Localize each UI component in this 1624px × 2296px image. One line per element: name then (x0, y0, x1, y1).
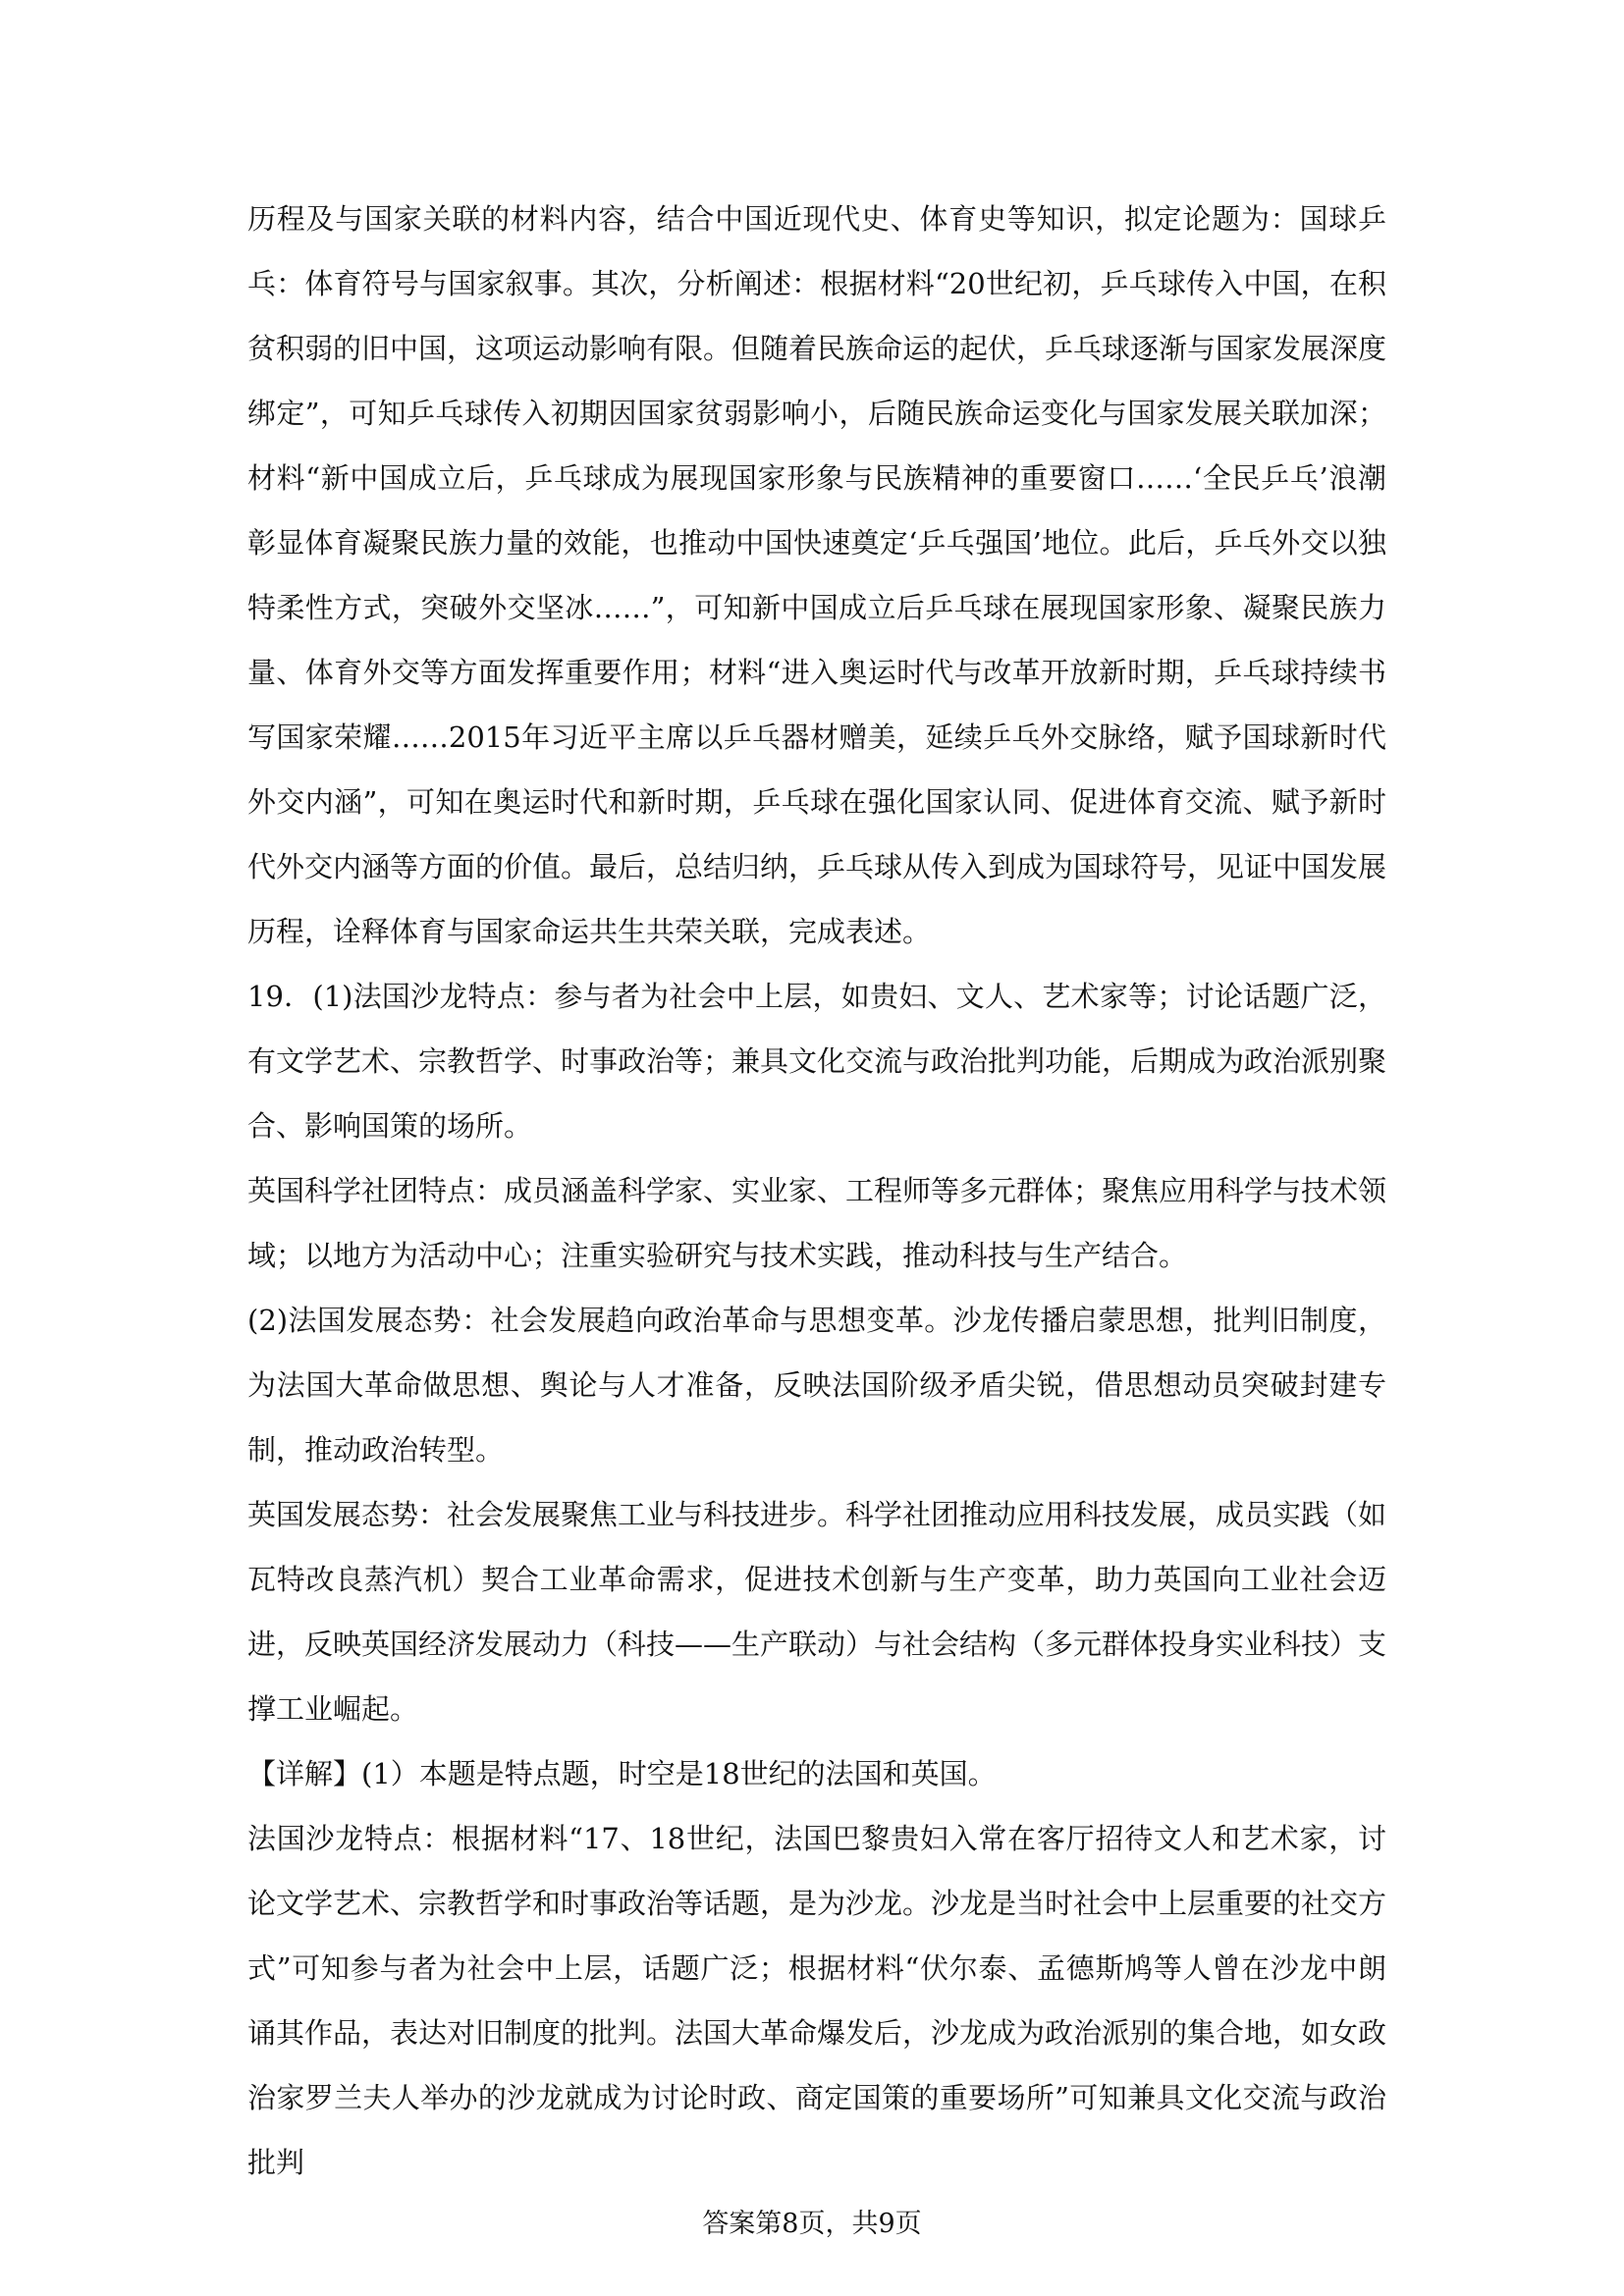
paragraph-q19-part2-france: (2)法国发展态势：社会发展趋向政治革命与思想变革。沙龙传播启蒙思想，批判旧制度，为法国大革命做思想、舆论与人才准备，反映法国阶级矛盾尖锐，借思想动员突破封建专制，推动政治转型。 (247, 1304, 1386, 1467)
page-footer: 答案第8页，共9页 (702, 2209, 922, 2239)
answer-body (247, 187, 1386, 2195)
paragraph-q19-part2-britain: 英国发展态势：社会发展聚焦工业与科技进步。科学社团推动应用科技发展，成员实践（如瓦特改良蒸汽机）契合工业革命需求，促进技术创新与生产变革，助力英国向工业社会迈进，反映英国经济发展动力（科技——生产联动）与社会结构（多元群体投身实业科技）支撑工业崛起。 (247, 1498, 1387, 1726)
paragraph-q19-part1-britain: 英国科学社团特点：成员涵盖科学家、实业家、工程师等多元群体；聚焦应用科学与技术领域；以地方为活动中心；注重实验研究与技术实践，推动科技与生产结合。 (247, 1174, 1387, 1272)
paragraph-q19-part1-france: 19．(1)法国沙龙特点：参与者为社会中上层，如贵妇、文人、艺术家等；讨论话题广泛，有文学艺术、宗教哲学、时事政治等；兼具文化交流与政治批判功能，后期成为政治派别聚合、影响国策的场所。 (247, 980, 1387, 1143)
paragraph-detail-france-salon: 法国沙龙特点：根据材料“17、18世纪，法国巴黎贵妇入常在客厅招待文人和艺术家，讨论文学艺术、宗教哲学和时事政治等话题，是为沙龙。沙龙是当时社会中上层重要的社交方式”可知参与者为社会中上层，话题广泛；根据材料“伏尔泰、孟德斯鸠等人曾在沙龙中朗诵其作品，表达对旧制度的批判。法国大革命爆发后，沙龙成为政治派别的集合地，如女政治家罗兰夫人举办的沙龙就成为讨论时政、商定国策的重要场所”可知兼具文化交流与政治批判 (247, 1822, 1387, 2179)
paragraph-analysis-continued: 历程及与国家关联的材料内容，结合中国近现代史、体育史等知识，拟定论题为：国球乒乓：体育符号与国家叙事。其次，分析阐述：根据材料“20世纪初，乒乓球传入中国，在积贫积弱的旧中国，这项运动影响有限。但随着民族命运的起伏，乒乓球逐渐与国家发展深度绑定”，可知乒乓球传入初期因国家贫弱影响小，后随民族命运变化与国家发展关联加深；材料“新中国成立后，乒乓球成为展现国家形象与民族精神的重要窗口……‘全民乒乓’浪潮彰显体育凝聚民族力量的效能，也推动中国快速奠定‘乒乓强国’地位。此后，乒乓外交以独特柔性方式，突破外交坚冰……”，可知新中国成立后乒乓球在展现国家形象、凝聚民族力量、体育外交等方面发挥重要作用；材料“进入奥运时代与改革开放新时期，乒乓球持续书写国家荣耀……2015年习近平主席以乒乓器材赠美，延续乒乓外交脉络，赋予国球新时代外交内涵”，可知在奥运时代和新时期，乒乓球在强化国家认同、促进体育交流、赋予新时代外交内涵等方面的价值。最后，总结归纳，乒乓球从传入到成为国球符号，见证中国发展历程，诠释体育与国家命运共生共荣关联，完成表述。 (247, 202, 1387, 948)
paragraph-detail-heading: 【详解】(1）本题是特点题，时空是18世纪的法国和英国。 (247, 1757, 997, 1790)
